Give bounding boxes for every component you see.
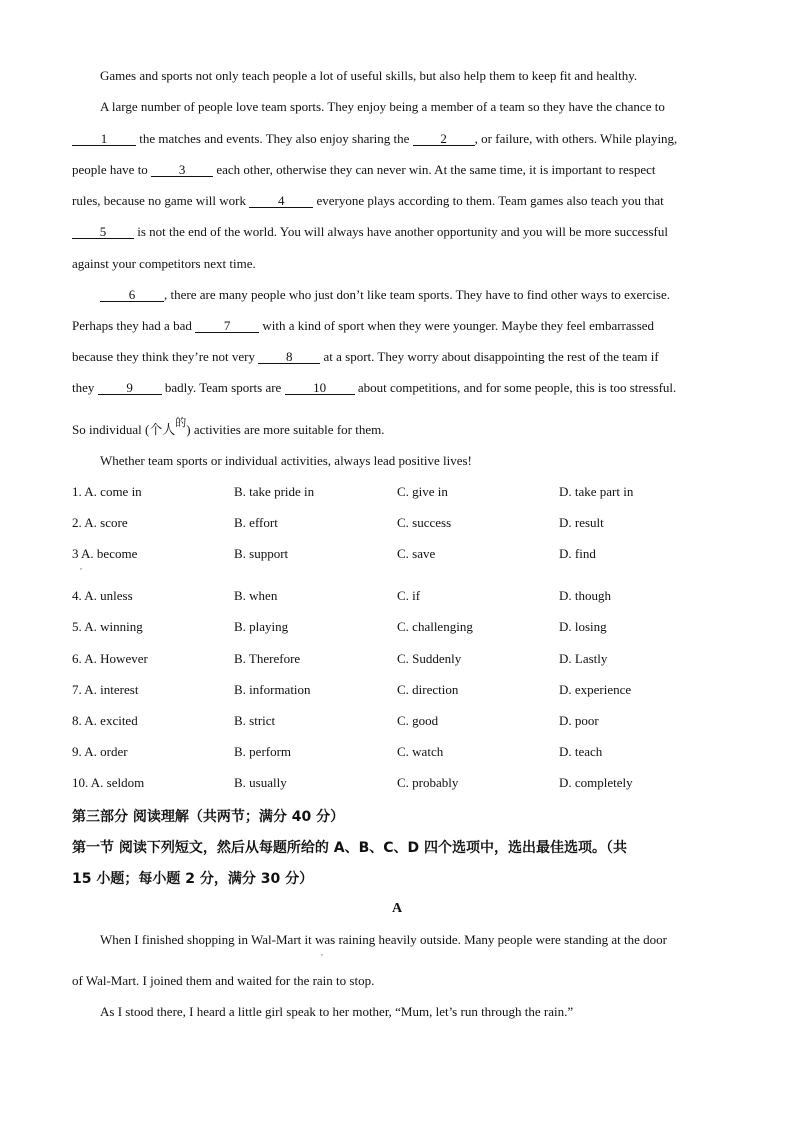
option-a: 9. A. order: [72, 744, 128, 759]
passage-text: because they think they’re not very: [72, 349, 259, 364]
passage-text: they: [72, 380, 98, 395]
passage-paragraph-1: Games and sports not only teach people a lot of useful skills, but also help them to keep fit and healthy.: [100, 68, 638, 83]
passage-paragraph-4: Whether team sports or individual activities, always lead positive lives!: [100, 453, 472, 468]
option-row: [72, 713, 732, 731]
option-row: [72, 588, 732, 606]
part3-heading: 第三部分 阅读理解（共两节；满分 40 分）: [72, 809, 345, 825]
passage-paragraph-2-line-1: A large number of people love team sports. They enjoy being a member of a team so they have the chance to: [100, 99, 665, 114]
option-b: B. when: [234, 588, 278, 603]
passage-line: [72, 224, 668, 240]
blank-2: 2: [413, 132, 475, 146]
option-a: 6. A. However: [72, 651, 148, 666]
passage-text: is not the end of the world. You will always have another opportunity and you will be more successful: [134, 224, 668, 239]
option-c: C. good: [397, 713, 439, 728]
blank-6: 6: [100, 288, 164, 302]
option-a: 1. A. come in: [72, 484, 142, 499]
reading-line-1: When I finished shopping in Wal-Mart it was raining heavily outside. Many people were standing at the door: [100, 932, 667, 947]
section1-instruction-line-1: 第一节 阅读下列短文，然后从每题所给的 A、B、C、D 四个选项中，选出最佳选项。（共: [72, 840, 628, 856]
reading-line-2: of Wal-Mart. I joined them and waited for the rain to stop.: [72, 973, 375, 988]
chinese-gloss-sup: 的: [175, 416, 187, 429]
passage-text: at a sport. They worry about disappointing the rest of the team if: [320, 349, 659, 364]
option-row: [72, 682, 732, 700]
passage-line: [100, 287, 670, 303]
blank-1: 1: [72, 132, 136, 146]
passage-text: Perhaps they had a bad: [72, 318, 196, 333]
option-d: D. find: [559, 546, 596, 561]
option-b: B. take pride in: [234, 484, 315, 499]
passage-text: , there are many people who just don’t like team sports. They have to find other ways to exercise.: [164, 287, 671, 302]
passage-line: [72, 318, 654, 334]
option-d: D. though: [559, 588, 611, 603]
option-d: D. teach: [559, 744, 603, 759]
option-b: B. strict: [234, 713, 276, 728]
passage-line: [72, 416, 385, 438]
passage-line: [72, 131, 677, 147]
option-c: C. direction: [397, 682, 459, 697]
passage-text: the matches and events. They also enjoy sharing the: [136, 131, 413, 146]
option-b: B. effort: [234, 515, 278, 530]
option-c: C. Suddenly: [397, 651, 462, 666]
option-b: B. Therefore: [234, 651, 301, 666]
passage-text: ) activities are more suitable for them.: [186, 422, 385, 437]
option-a: 4. A. unless: [72, 588, 133, 603]
section1-instruction-line-2: 15 小题；每小题 2 分，满分 30 分）: [72, 871, 314, 887]
option-b: B. playing: [234, 619, 289, 634]
option-b: B. support: [234, 546, 289, 561]
option-row: [72, 775, 732, 793]
passage-text: everyone plays according to them. Team games also teach you that: [313, 193, 664, 208]
option-row: [72, 619, 732, 637]
option-row: [72, 651, 732, 669]
passage-text: with a kind of sport when they were younger. Maybe they feel embarrassed: [259, 318, 655, 333]
option-a: 7. A. interest: [72, 682, 139, 697]
option-row: [72, 484, 732, 502]
blank-5: 5: [72, 225, 134, 239]
option-row: [72, 515, 732, 533]
passage-line: [72, 349, 659, 365]
option-a: 2. A. score: [72, 515, 128, 530]
option-d: D. Lastly: [559, 651, 608, 666]
option-a: 5. A. winning: [72, 619, 143, 634]
option-d: D. poor: [559, 713, 599, 728]
blank-9: 9: [98, 381, 162, 395]
passage-line: [72, 193, 664, 209]
blank-7: 7: [195, 319, 259, 333]
option-a: 3 A. become: [72, 546, 138, 561]
option-b: B. usually: [234, 775, 287, 790]
blank-3: 3: [151, 163, 213, 177]
passage-text: people have to: [72, 162, 152, 177]
stray-mark: ,: [80, 562, 82, 571]
passage-text: So individual (: [72, 422, 150, 437]
option-b: B. perform: [234, 744, 292, 759]
reading-line-3: As I stood there, I heard a little girl speak to her mother, “Mum, let’s run through the rain.”: [100, 1004, 574, 1019]
option-c: C. give in: [397, 484, 448, 499]
option-c: C. watch: [397, 744, 444, 759]
passage-text: rules, because no game will work: [72, 193, 250, 208]
passage-text: each other, otherwise they can never win. At the same time, it is important to respect: [213, 162, 656, 177]
option-c: C. challenging: [397, 619, 473, 634]
passage-text: badly. Team sports are: [161, 380, 285, 395]
option-d: D. result: [559, 515, 604, 530]
option-c: C. save: [397, 546, 436, 561]
option-row: [72, 546, 732, 564]
passage-line: against your competitors next time.: [72, 256, 256, 271]
blank-4: 4: [249, 194, 313, 208]
passage-text: about competitions, and for some people, this is too stressful.: [354, 380, 677, 395]
reading-title: A: [391, 901, 403, 916]
blank-8: 8: [258, 350, 320, 364]
chinese-gloss: 个人: [149, 423, 176, 438]
blank-10: 10: [285, 381, 355, 395]
option-c: C. if: [397, 588, 421, 603]
option-d: D. completely: [559, 775, 633, 790]
option-a: 8. A. excited: [72, 713, 138, 728]
stray-mark: ,: [321, 948, 323, 957]
option-d: D. take part in: [559, 484, 634, 499]
passage-line: [72, 380, 676, 396]
passage-text: , or failure, with others. While playing,: [474, 131, 678, 146]
passage-line: [72, 162, 656, 178]
option-a: 10. A. seldom: [72, 775, 145, 790]
option-c: C. success: [397, 515, 452, 530]
option-b: B. information: [234, 682, 311, 697]
option-d: D. experience: [559, 682, 632, 697]
option-d: D. losing: [559, 619, 607, 634]
option-c: C. probably: [397, 775, 459, 790]
option-row: [72, 744, 732, 762]
